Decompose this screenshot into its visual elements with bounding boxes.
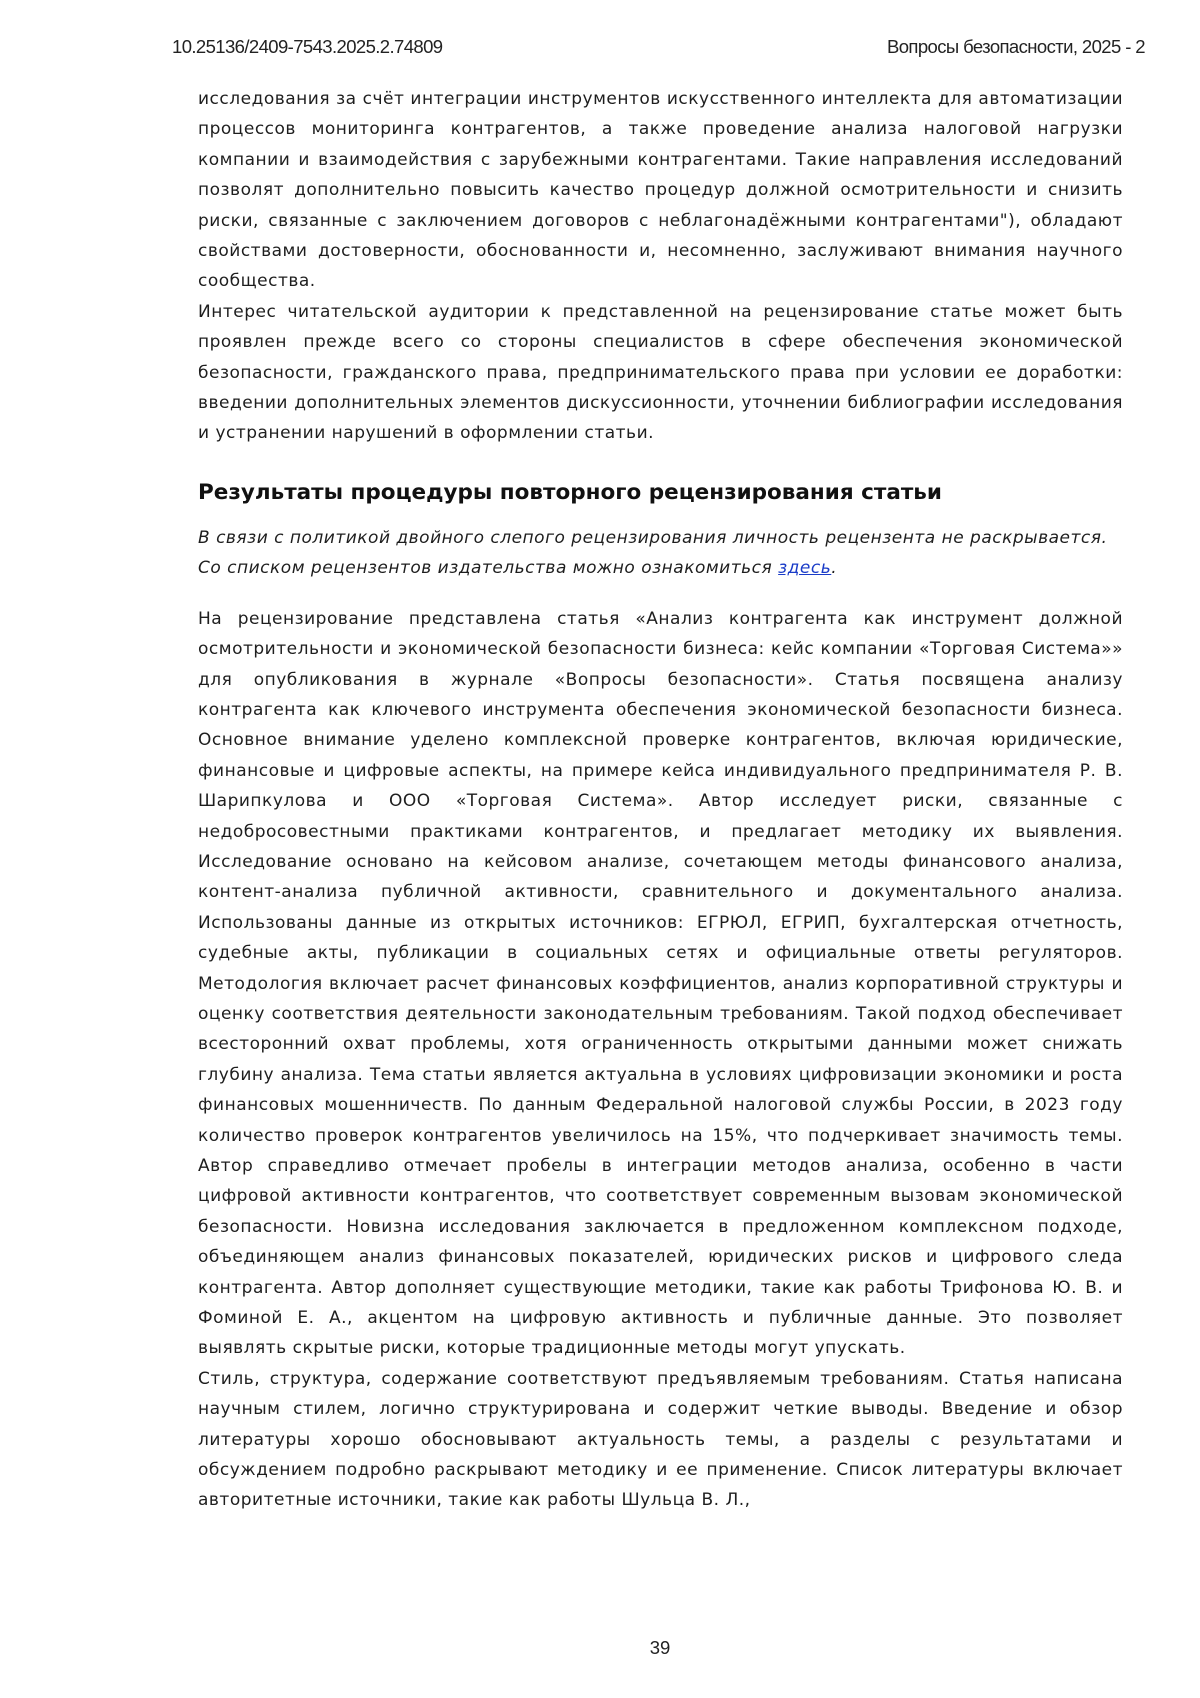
section-title: Результаты процедуры повторного рецензирования статьи [198, 479, 942, 505]
notice-line-reviewers [198, 553, 1123, 583]
paragraph-review: На рецензирование представлена статья «Анализ контрагента как инструмент должной осмотрительности и экономической безопасности бизнеса: кейс компании «Торговая Система»» для опубликования в журнале «Вопросы безопасности». Статья посвящена анализу контрагента как ключевого инструмента обеспечения экономической безопасности бизнеса. Основное внимание уделено комплексной проверке контрагентов, включая юридические, финансовые и цифровые аспекты, на примере кейса индивидуального предпринимателя Р. В. Шарипкулова и ООО «Торговая Система». Автор исследует риски, связанные с недобросовестными практиками контрагентов, и предлагает методику их выявления. Исследование основано на кейсовом анализе, сочетающем методы финансового анализа, контент-анализа публичной активности, сравнительного и документального анализа. Использованы данные из открытых источников: ЕГРЮЛ, ЕГРИП, бухгалтерская отчетность, судебные акты, публикации в социальных сетях и официальные ответы регуляторов. Методология включает расчет финансовых коэффициентов, анализ корпоративной структуры и оценку соответствия деятельности законодательным требованиям. Такой подход обеспечивает всесторонний охват проблемы, хотя ограниченность открытыми данными может снижать глубину анализа. Тема статьи является актуальна в условиях цифровизации экономики и роста финансовых мошенничеств. По данным Федеральной налоговой службы России, в 2023 году количество проверок контрагентов увеличилось на 15%, что подчеркивает значимость темы. Автор справедливо отмечает пробелы в интеграции методов анализа, особенно в части цифровой активности контрагентов, что соответствует современным вызовам экономической безопасности. Новизна исследования заключается в предложенном комплексном подходе, объединяющем анализ финансовых показателей, юридических рисков и цифрового следа контрагента. Автор дополняет существующие методики, такие как работы Трифонова Ю. В. и Фоминой Е. А., акцентом на цифровую активность и публичные данные. Это позволяет выявлять скрытые риски, которые традиционные методы могут упускать. [198, 608, 1123, 1359]
journal-title: Вопросы безопасности, 2025 - 2 [886, 36, 1145, 57]
notice-suffix: . [831, 558, 838, 579]
paragraph-style: Стиль, структура, содержание соответствуют предъявляемым требованиям. Статья написана научным стилем, логично структурирована и содержит четкие выводы. Введение и обзор литературы хорошо обосновывают актуальность темы, а разделы с результатами и обсуждением подробно раскрывают методику и ее применение. Список литературы включает авторитетные источники, такие как работы Шульца В. Л., [198, 1368, 1123, 1511]
review-notice [198, 523, 1123, 584]
paragraph-interest: Интерес читательской аудитории к представленной на рецензирование статье может быть проявлен прежде всего со стороны специалистов в сфере обеспечения экономической безопасности, гражданского права, предпринимательского права при условии ее доработки: введении дополнительных элементов дискуссионности, уточнении библиографии исследования и устранении нарушений в оформлении статьи. [198, 301, 1123, 444]
reviewers-link[interactable]: здесь [778, 558, 832, 579]
spacer [198, 584, 1123, 604]
running-header [172, 36, 1145, 62]
page-number: 39 [649, 1637, 671, 1658]
paragraph-intro: исследования за счёт интеграции инструментов искусственного интеллекта для автоматизации процессов мониторинга контрагентов, а также проведение анализа налоговой нагрузки компании и взаимодействия с зарубежными контрагентами. Такие направления исследований позволят дополнительно повысить качество процедур должной осмотрительности и снизить риски, связанные с заключением договоров с неблагонадёжными контрагентами"), обладают свойствами достоверности, обоснованности и, несомненно, заслуживают внимания научного сообщества. [198, 89, 1123, 292]
notice-prefix: Со списком рецензентов издательства можно ознакомиться [198, 558, 779, 579]
doi-label: 10.25136/2409-7543.2025.2.74809 [172, 36, 443, 57]
notice-line-blind-review: В связи с политикой двойного слепого рецензирования личность рецензента не раскрывается. [198, 527, 1108, 548]
article-body [198, 84, 1123, 1516]
